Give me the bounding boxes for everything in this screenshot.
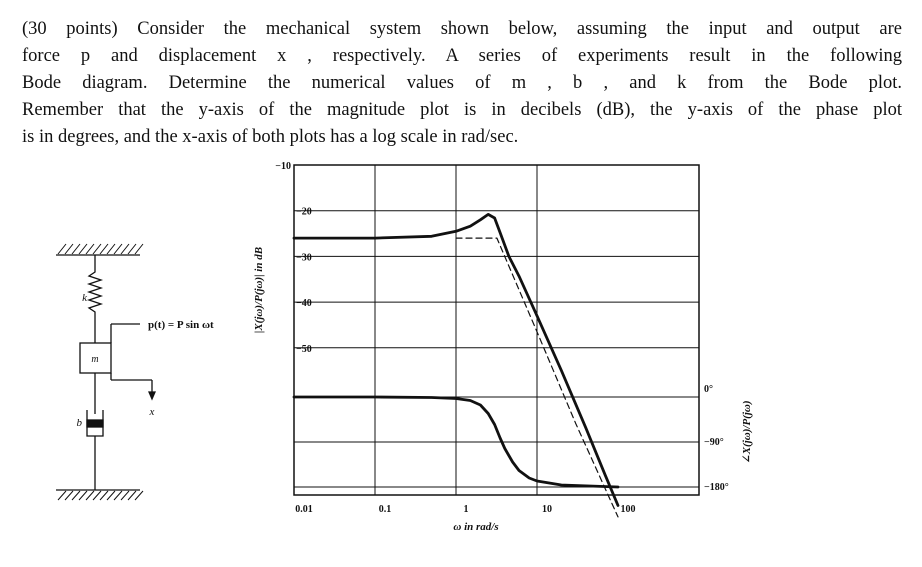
phase-tick-label: 0° <box>704 384 713 395</box>
displacement-arrow <box>111 373 155 399</box>
mechanical-system <box>56 244 155 500</box>
spring-label: k <box>82 292 87 304</box>
magnitude-axis-label: |X(jω)/P(jω)| in dB <box>253 246 265 334</box>
magnitude-tick-label: −40 <box>296 298 312 310</box>
spring <box>89 255 101 343</box>
x-tick-label: 0.01 <box>295 504 313 515</box>
phase-tick-label: −90° <box>704 437 724 448</box>
problem-line: Remember that the y-axis of the magnitude plot is in decibels (dB), the y-axis of the phase plot <box>22 100 902 120</box>
problem-line: Bode diagram. Determine the numerical values of m , b , and k from the Bode plot. <box>22 73 902 93</box>
x-tick-label: 1 <box>463 504 469 515</box>
bode-plot <box>275 161 728 517</box>
plot-frame <box>294 165 699 495</box>
x-ticks <box>295 504 635 515</box>
problem-statement <box>22 16 902 151</box>
floor-wall <box>56 490 143 500</box>
magnitude-tick-label: −10 <box>275 161 291 172</box>
damper-label: b <box>76 417 82 429</box>
grid <box>294 165 699 495</box>
mass-label: m <box>91 354 99 365</box>
figure-svg <box>0 158 922 562</box>
figure <box>0 158 922 562</box>
x-tick-label: 10 <box>542 504 552 515</box>
x-axis-label: ω in rad/s <box>453 521 499 533</box>
magnitude-tick-label: −50 <box>296 343 312 355</box>
force-label: p(t) = P sin ωt <box>148 319 214 331</box>
magnitude-tick-label: −30 <box>296 252 312 264</box>
x-tick-label: 0.1 <box>378 504 392 515</box>
problem-line: (30 points) Consider the mechanical system shown below, assuming the input and output are <box>22 19 902 39</box>
phase-axis-label: ∠X(jω)/P(jω) <box>741 400 753 464</box>
displacement-label: x <box>149 406 155 418</box>
problem-line: is in degrees, and the x-axis of both plots has a log scale in rad/sec. <box>22 127 519 147</box>
ceiling-wall <box>56 244 143 255</box>
x-tick-label: 100 <box>620 504 636 515</box>
phase-tick-label: −180° <box>704 482 729 493</box>
magnitude-tick-label: −20 <box>296 206 312 218</box>
problem-line: force p and displacement x , respectively. A series of experiments result in the following <box>22 46 902 66</box>
damper <box>87 373 103 490</box>
phase-ticks <box>704 384 729 493</box>
force-arrow <box>111 324 140 343</box>
